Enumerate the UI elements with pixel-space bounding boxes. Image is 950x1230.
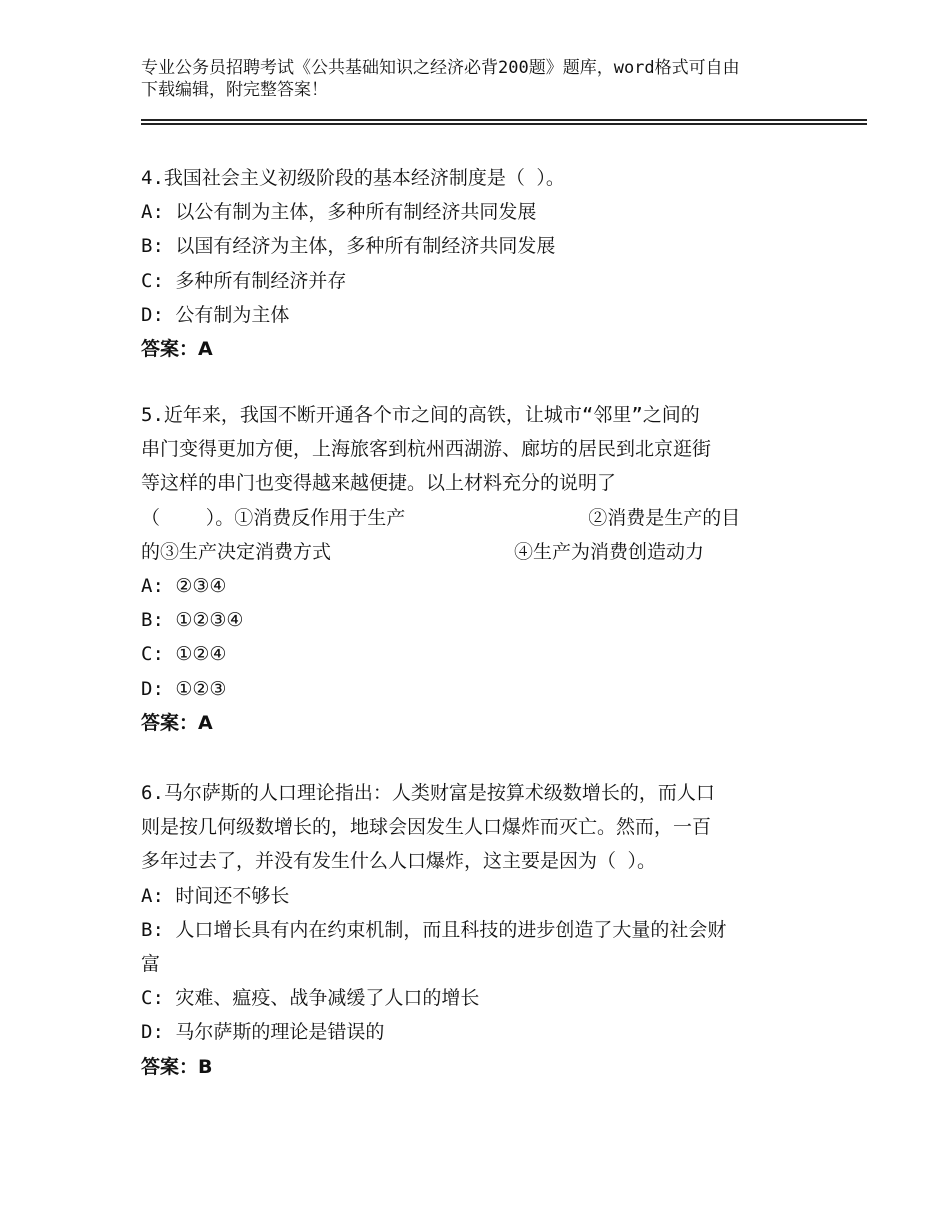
option-a: A: ②③④	[141, 574, 227, 597]
option-a: A: 以公有制为主体，多种所有制经济共同发展	[141, 201, 537, 224]
question-stem-line: 多年过去了，并没有发生什么人口爆炸，这主要是因为（ ）。	[141, 850, 656, 873]
answer-label: 答案：A	[141, 711, 213, 734]
question-stem-line: 等这样的串门也变得越来越便捷。以上材料充分的说明了	[141, 472, 617, 495]
header-line-2: 下载编辑，附完整答案！	[141, 80, 328, 100]
header-line-1: 专业公务员招聘考试《公共基础知识之经济必背200题》题库，word格式可自由	[141, 58, 740, 78]
option-d: D: 马尔萨斯的理论是错误的	[141, 1021, 385, 1044]
question-6	[141, 776, 821, 1084]
option-b-continued: 富	[141, 952, 161, 975]
option-c: C: 多种所有制经济并存	[141, 269, 347, 292]
rule-line-top	[141, 119, 867, 121]
page-header	[141, 57, 821, 101]
question-stem-line: 4.我国社会主义初级阶段的基本经济制度是（ ）。	[141, 167, 565, 189]
question-stem-line: 串门变得更加方便，上海旅客到杭州西湖游、廊坊的居民到北京逛街	[141, 438, 712, 461]
option-d: D: 公有制为主体	[141, 303, 290, 326]
question-stem-line: 6.马尔萨斯的人口理论指出：人类财富是按算术级数增长的，而人口	[141, 782, 715, 804]
option-b: B: 以国有经济为主体，多种所有制经济共同发展	[141, 235, 556, 258]
option-b: B: 人口增长具有内在约束机制，而且科技的进步创造了大量的社会财	[141, 918, 727, 941]
option-a: A: 时间还不够长	[141, 884, 290, 907]
question-4	[141, 161, 821, 366]
answer-label: 答案：B	[141, 1055, 213, 1078]
option-d: D: ①②③	[141, 677, 227, 700]
header-double-rule	[141, 119, 867, 127]
question-stem-line: 5.近年来，我国不断开通各个市之间的高铁，让城市“邻里”之间的	[141, 404, 700, 426]
rule-line-bottom	[141, 123, 867, 125]
question-stem-line: 的③生产决定消费方式 ④生产为消费创造动力	[141, 540, 705, 563]
question-stem-line: （ ）。①消费反作用于生产 ②消费是生产的目	[141, 506, 741, 529]
option-b: B: ①②③④	[141, 609, 244, 632]
answer-label: 答案：A	[141, 337, 213, 360]
question-5	[141, 398, 821, 740]
question-stem-line: 则是按几何级数增长的，地球会因发生人口爆炸而灭亡。然而，一百	[141, 816, 712, 839]
option-c: C: 灾难、瘟疫、战争减缓了人口的增长	[141, 987, 480, 1010]
option-c: C: ①②④	[141, 643, 227, 666]
